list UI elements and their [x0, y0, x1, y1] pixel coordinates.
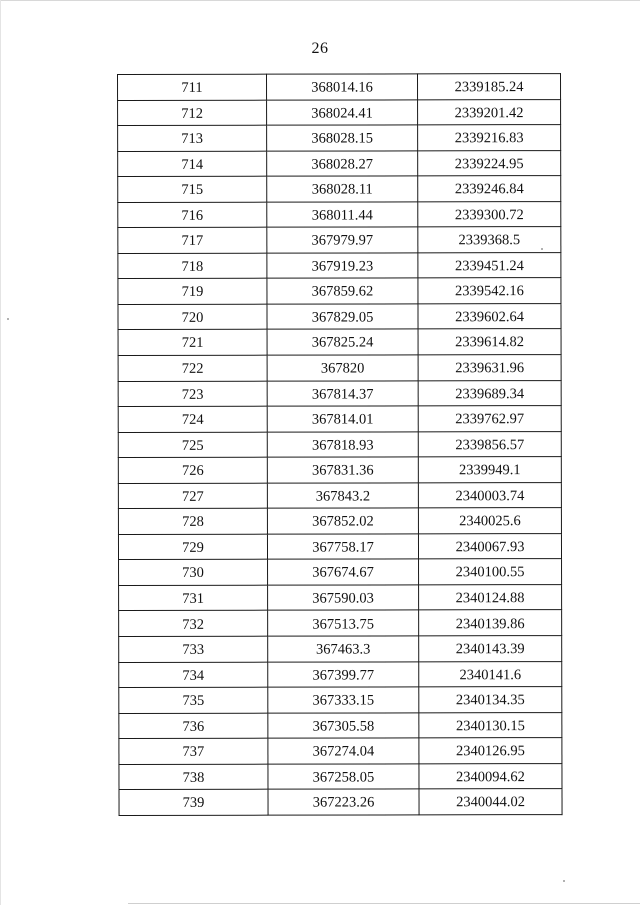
y-coordinate-cell: 2340067.93 — [418, 533, 561, 559]
point-number-cell: 723 — [118, 381, 267, 407]
point-number-cell: 738 — [119, 764, 268, 790]
y-coordinate-cell: 2340141.6 — [419, 661, 562, 687]
x-coordinate-cell: 367758.17 — [267, 534, 418, 560]
coordinate-table-body — [118, 74, 563, 816]
x-coordinate-cell: 367859.62 — [267, 278, 418, 304]
table-row — [119, 610, 562, 636]
y-coordinate-cell: 2339631.96 — [418, 355, 561, 381]
x-coordinate-cell: 368028.11 — [267, 176, 418, 202]
y-coordinate-cell: 2339246.84 — [418, 176, 561, 202]
y-coordinate-cell: 2339949.1 — [418, 457, 561, 483]
point-number-cell: 731 — [119, 585, 268, 611]
y-coordinate-cell: 2340134.35 — [419, 687, 562, 713]
x-coordinate-cell: 367399.77 — [268, 661, 419, 687]
point-number-cell: 716 — [118, 202, 267, 228]
x-coordinate-cell: 367979.97 — [267, 227, 418, 253]
x-coordinate-cell: 367333.15 — [268, 687, 419, 713]
point-number-cell: 715 — [118, 176, 267, 202]
y-coordinate-cell: 2340003.74 — [418, 482, 561, 508]
table-row — [118, 125, 561, 151]
y-coordinate-cell: 2339216.83 — [418, 125, 561, 151]
point-number-cell: 729 — [118, 534, 267, 560]
x-coordinate-cell: 367829.05 — [267, 304, 418, 330]
x-coordinate-cell: 368024.41 — [267, 99, 418, 125]
y-coordinate-cell: 2339762.97 — [418, 406, 561, 432]
point-number-cell: 730 — [119, 560, 268, 586]
point-number-cell: 719 — [118, 279, 267, 305]
y-coordinate-cell: 2339614.82 — [418, 329, 561, 355]
point-number-cell: 712 — [118, 100, 267, 126]
x-coordinate-cell: 367843.2 — [267, 483, 418, 509]
table-row — [119, 636, 562, 662]
table-row — [118, 406, 561, 432]
scan-speck — [541, 248, 543, 250]
y-coordinate-cell: 2339856.57 — [418, 431, 561, 457]
x-coordinate-cell: 368028.27 — [267, 151, 418, 177]
y-coordinate-cell: 2339224.95 — [418, 150, 561, 176]
scan-speck — [7, 318, 9, 320]
x-coordinate-cell: 367513.75 — [268, 610, 419, 636]
page-edge-left — [0, 0, 1, 905]
x-coordinate-cell: 367818.93 — [267, 432, 418, 458]
point-number-cell: 714 — [118, 151, 267, 177]
table-row — [119, 738, 562, 764]
y-coordinate-cell: 2340126.95 — [419, 738, 562, 764]
table-row — [118, 457, 561, 483]
table-row — [118, 278, 561, 304]
point-number-cell: 718 — [118, 253, 267, 279]
point-number-cell: 735 — [119, 687, 268, 713]
table-row — [118, 99, 561, 125]
table-row — [118, 150, 561, 176]
point-number-cell: 733 — [119, 636, 268, 662]
point-number-cell: 727 — [118, 483, 267, 509]
table-row — [119, 763, 562, 789]
y-coordinate-cell: 2339300.72 — [418, 201, 561, 227]
x-coordinate-cell: 367825.24 — [267, 329, 418, 355]
y-coordinate-cell: 2339689.34 — [418, 380, 561, 406]
x-coordinate-cell: 368028.15 — [267, 125, 418, 151]
x-coordinate-cell: 367831.36 — [267, 457, 418, 483]
table-row — [118, 176, 561, 202]
y-coordinate-cell: 2340025.6 — [418, 508, 561, 534]
y-coordinate-cell: 2340143.39 — [419, 636, 562, 662]
table-row — [118, 227, 561, 253]
x-coordinate-cell: 367814.37 — [267, 380, 418, 406]
point-number-cell: 739 — [119, 789, 268, 815]
point-number-cell: 721 — [118, 330, 267, 356]
page-edge-top — [0, 0, 640, 1]
table-row — [118, 303, 561, 329]
x-coordinate-cell: 367463.3 — [268, 636, 419, 662]
bottom-rule — [128, 903, 640, 904]
point-number-cell: 732 — [119, 611, 268, 637]
x-coordinate-cell: 367305.58 — [268, 713, 419, 739]
y-coordinate-cell: 2340094.62 — [419, 763, 562, 789]
y-coordinate-cell: 2339368.5 — [418, 227, 561, 253]
scan-speck — [563, 880, 565, 882]
y-coordinate-cell: 2339542.16 — [418, 278, 561, 304]
table-row — [118, 508, 561, 534]
point-number-cell: 725 — [118, 432, 267, 458]
x-coordinate-cell: 367919.23 — [267, 253, 418, 279]
point-number-cell: 711 — [118, 74, 267, 100]
x-coordinate-cell: 367852.02 — [267, 508, 418, 534]
point-number-cell: 717 — [118, 227, 267, 253]
page-number: 26 — [311, 40, 329, 57]
y-coordinate-cell: 2340044.02 — [419, 789, 562, 815]
x-coordinate-cell: 367274.04 — [268, 738, 419, 764]
table-row — [118, 380, 561, 406]
x-coordinate-cell: 367223.26 — [268, 789, 419, 815]
table-row — [119, 661, 562, 687]
table-row — [119, 559, 562, 585]
point-number-cell: 726 — [118, 457, 267, 483]
y-coordinate-cell: 2340124.88 — [419, 585, 562, 611]
coordinate-table — [117, 73, 563, 816]
x-coordinate-cell: 367820 — [267, 355, 418, 381]
x-coordinate-cell: 367590.03 — [268, 585, 419, 611]
table-row — [118, 201, 561, 227]
table-row — [119, 712, 562, 738]
table-row — [118, 74, 561, 100]
x-coordinate-cell: 368011.44 — [267, 202, 418, 228]
y-coordinate-cell: 2339185.24 — [418, 74, 561, 100]
x-coordinate-cell: 368014.16 — [267, 74, 418, 100]
point-number-cell: 734 — [119, 662, 268, 688]
x-coordinate-cell: 367814.01 — [267, 406, 418, 432]
y-coordinate-cell: 2340100.55 — [419, 559, 562, 585]
table-row — [119, 687, 562, 713]
point-number-cell: 736 — [119, 713, 268, 739]
point-number-cell: 728 — [118, 508, 267, 534]
table-row — [119, 789, 562, 815]
y-coordinate-cell: 2339201.42 — [418, 99, 561, 125]
table-row — [119, 585, 562, 611]
point-number-cell: 722 — [118, 355, 267, 381]
y-coordinate-cell: 2339602.64 — [418, 303, 561, 329]
table-row — [118, 482, 561, 508]
point-number-cell: 713 — [118, 125, 267, 151]
point-number-cell: 720 — [118, 304, 267, 330]
table-row — [118, 431, 561, 457]
table-row — [118, 533, 561, 559]
x-coordinate-cell: 367674.67 — [268, 559, 419, 585]
point-number-cell: 724 — [118, 406, 267, 432]
y-coordinate-cell: 2339451.24 — [418, 252, 561, 278]
table-row — [118, 329, 561, 355]
y-coordinate-cell: 2340130.15 — [419, 712, 562, 738]
point-number-cell: 737 — [119, 738, 268, 764]
table-row — [118, 355, 561, 381]
table-row — [118, 252, 561, 278]
y-coordinate-cell: 2340139.86 — [419, 610, 562, 636]
x-coordinate-cell: 367258.05 — [268, 764, 419, 790]
